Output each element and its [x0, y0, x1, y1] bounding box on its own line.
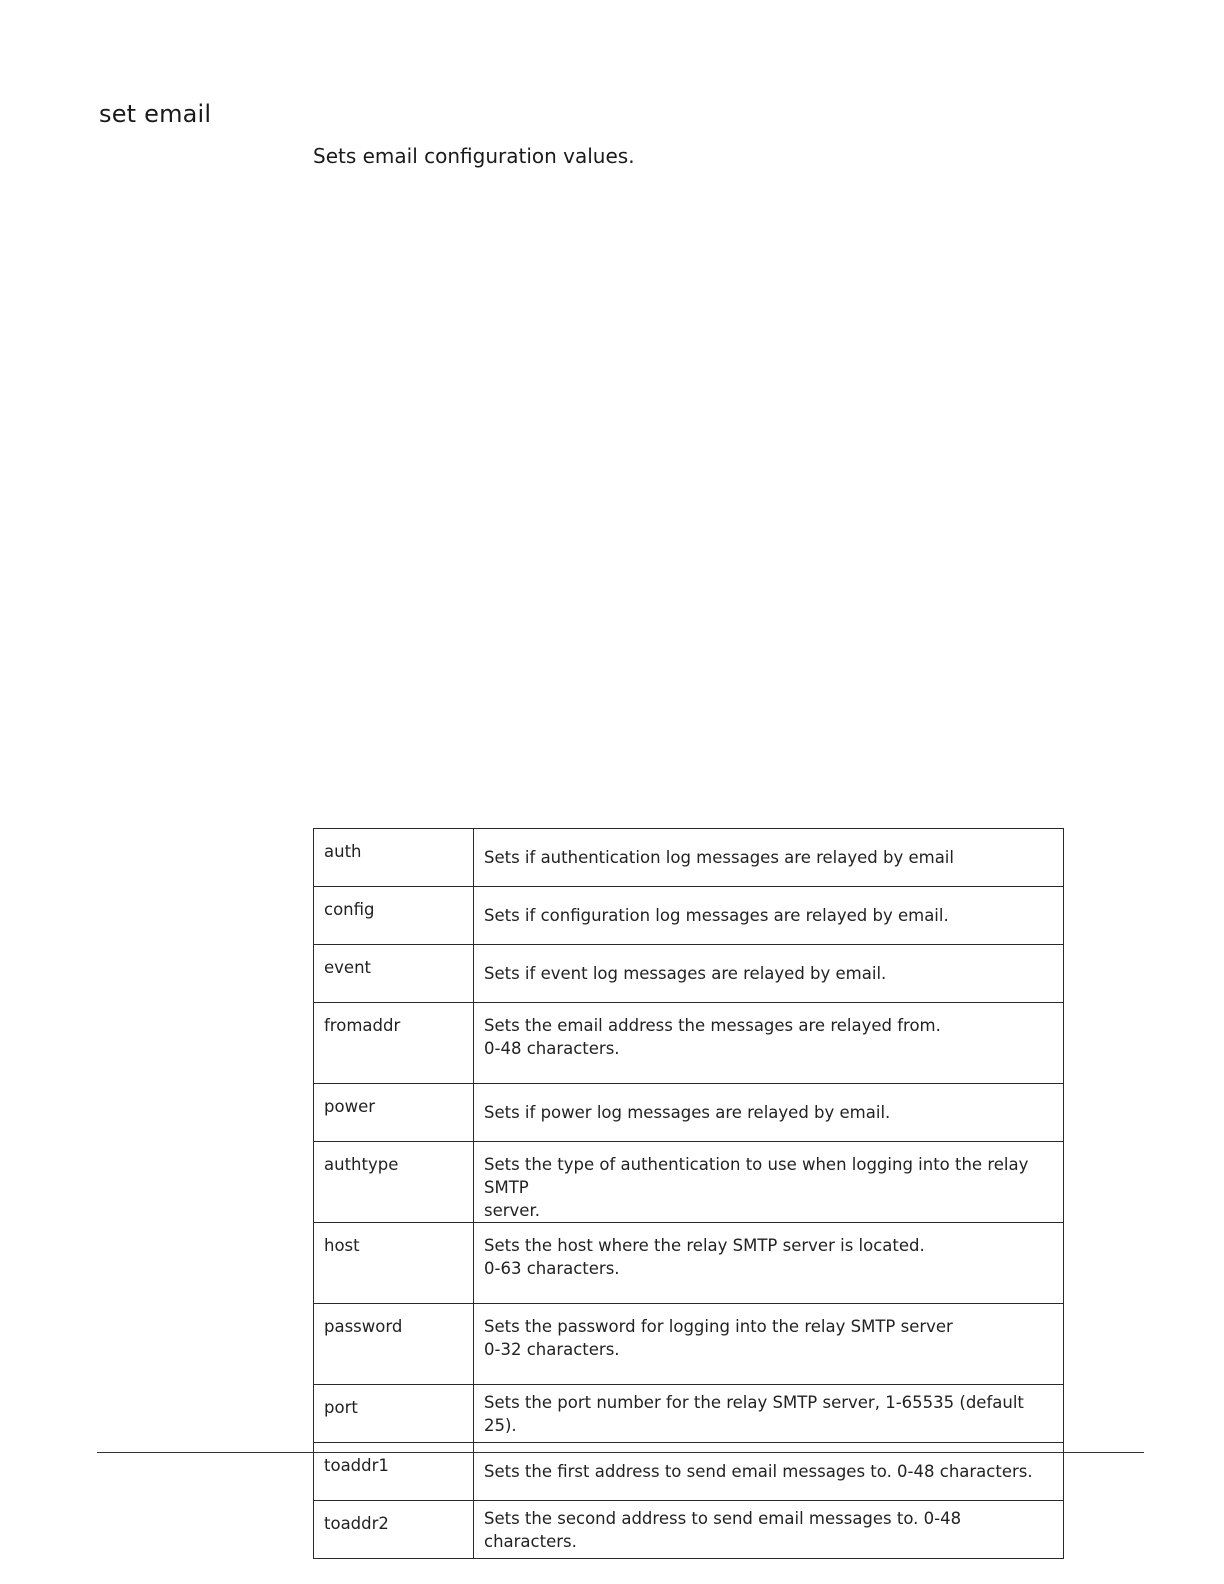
param-description — [474, 945, 1064, 1003]
parameter-table — [313, 828, 1064, 1559]
param-description-line: Sets the port number for the relay SMTP server, 1-65535 (default 25). — [484, 1392, 1024, 1435]
intro-text: Sets email configuration values. — [313, 144, 635, 168]
param-description — [474, 1223, 1064, 1304]
param-name: event — [314, 945, 474, 1003]
param-description-line: Sets the password for logging into the relay SMTP server — [484, 1317, 953, 1336]
param-name: host — [314, 1223, 474, 1304]
table-row — [314, 1084, 1064, 1142]
param-description-line: 0-48 characters. — [484, 1039, 620, 1058]
param-description — [474, 887, 1064, 945]
param-description — [474, 1003, 1064, 1084]
table-row — [314, 1304, 1064, 1385]
table-row — [314, 1385, 1064, 1443]
param-name: config — [314, 887, 474, 945]
param-description — [474, 1084, 1064, 1142]
table-row — [314, 945, 1064, 1003]
table-row — [314, 1142, 1064, 1223]
param-description-line: Sets if event log messages are relayed by email. — [484, 964, 887, 983]
param-name: authtype — [314, 1142, 474, 1223]
param-name: fromaddr — [314, 1003, 474, 1084]
param-description-line: Sets the second address to send email messages to. 0-48 characters. — [484, 1508, 962, 1551]
param-description-line: Sets the type of authentication to use when logging into the relay SMTP — [484, 1155, 1029, 1197]
page-heading: set email — [99, 100, 212, 128]
table-row — [314, 1223, 1064, 1304]
param-description — [474, 829, 1064, 887]
table-row — [314, 1501, 1064, 1559]
table-row — [314, 887, 1064, 945]
param-description-line: Sets if power log messages are relayed by email. — [484, 1103, 891, 1122]
footer-divider — [97, 1452, 1144, 1453]
param-name: password — [314, 1304, 474, 1385]
param-name: power — [314, 1084, 474, 1142]
param-description — [474, 1501, 1064, 1559]
param-description-line: Sets the email address the messages are relayed from. — [484, 1016, 941, 1035]
param-description — [474, 1385, 1064, 1443]
param-description-line: Sets if authentication log messages are relayed by email — [484, 848, 954, 867]
param-description-line: Sets the host where the relay SMTP server is located. — [484, 1236, 925, 1255]
param-description — [474, 1142, 1064, 1223]
param-description-line: Sets the first address to send email messages to. 0-48 characters. — [484, 1462, 1033, 1481]
param-description-line: 0-32 characters. — [484, 1340, 620, 1359]
table-row — [314, 1003, 1064, 1084]
param-description — [474, 1304, 1064, 1385]
param-description-line: 0-63 characters. — [484, 1259, 620, 1278]
param-name: toaddr1 — [314, 1443, 474, 1501]
param-name: auth — [314, 829, 474, 887]
table-row — [314, 829, 1064, 887]
param-description-line: server. — [484, 1201, 540, 1220]
param-description-line: Sets if configuration log messages are relayed by email. — [484, 906, 949, 925]
param-name: port — [314, 1385, 474, 1443]
param-name: toaddr2 — [314, 1501, 474, 1559]
